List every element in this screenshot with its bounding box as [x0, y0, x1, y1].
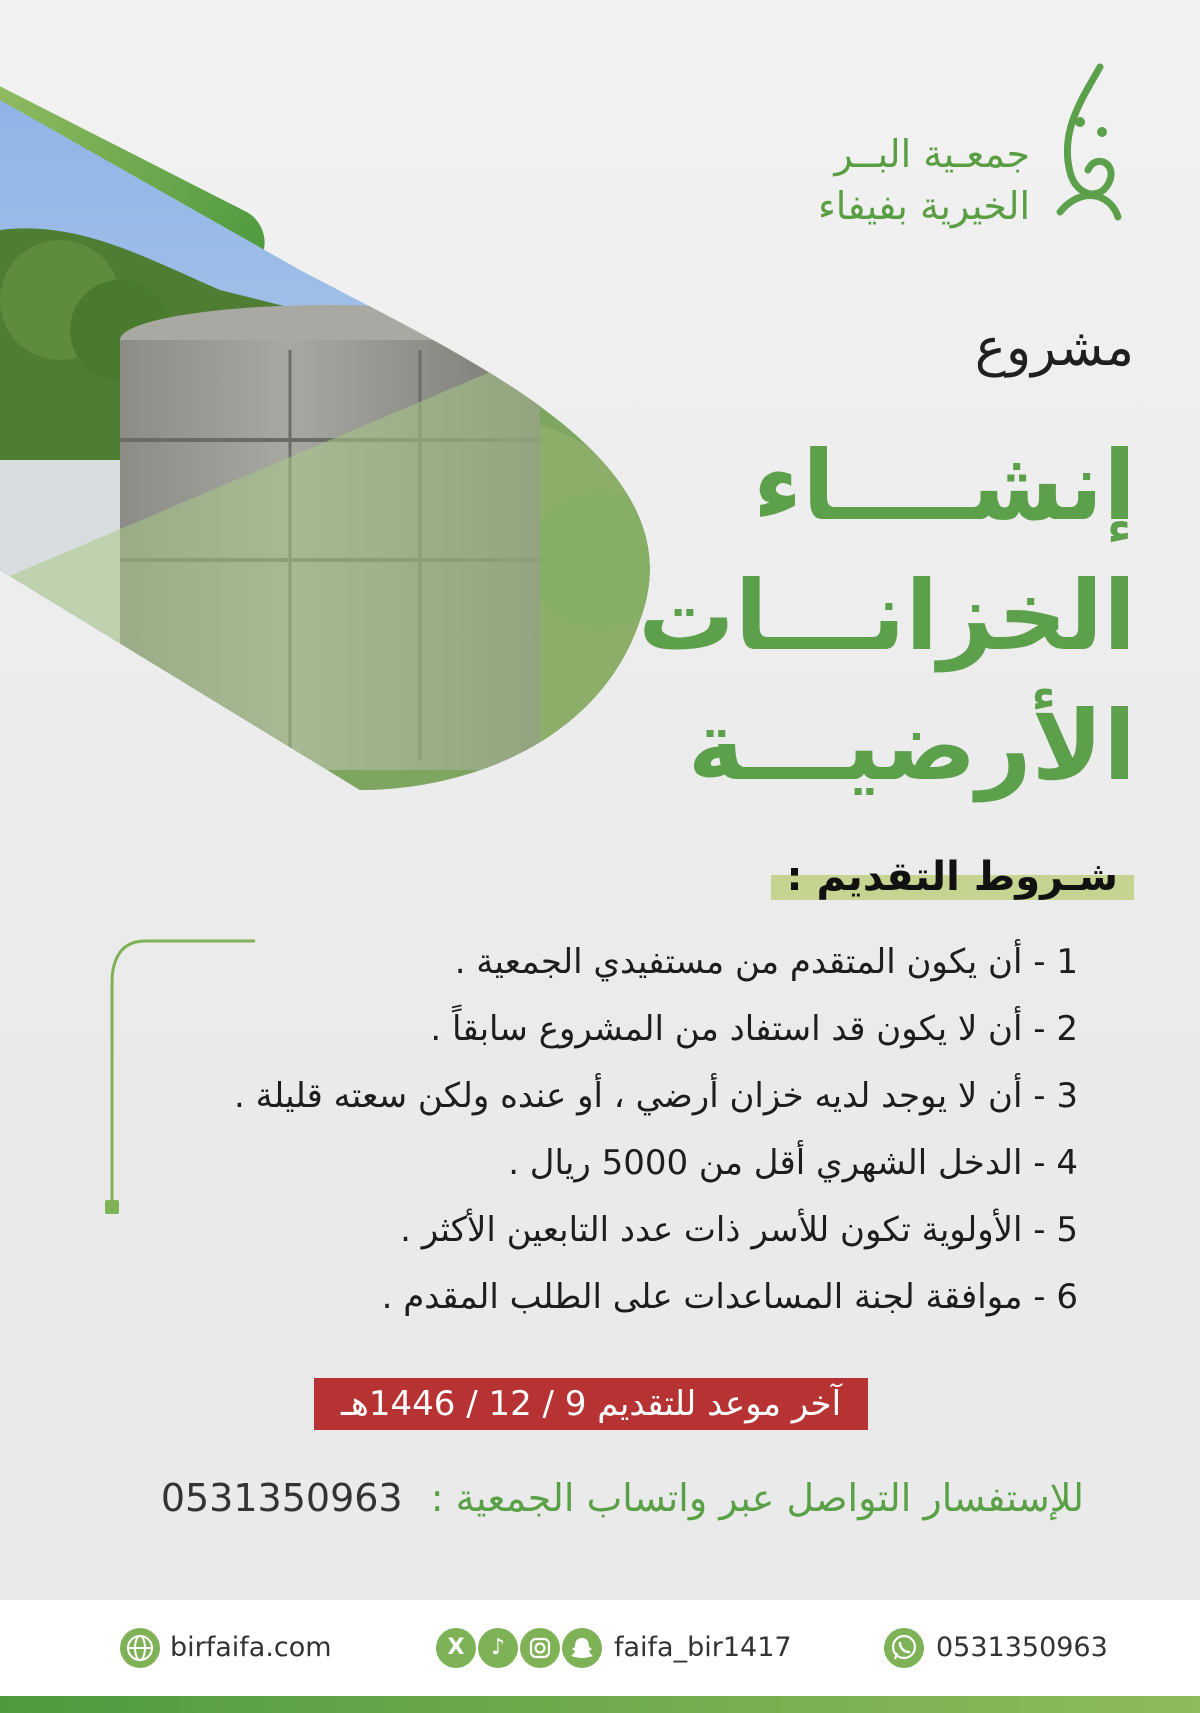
logo-calligraphy-icon — [1040, 62, 1130, 232]
condition-item: 5 - الأولوية تكون للأسر ذات عدد التابعين الأكثر . — [400, 1210, 1078, 1250]
conditions-heading: شـروط التقديم : — [771, 852, 1134, 900]
globe-icon — [120, 1628, 160, 1668]
condition-item: 3 - أن لا يوجد لديه خزان أرضي ، أو عنده ولكن سعته قليلة . — [234, 1076, 1078, 1116]
deadline-banner: آخر موعد للتقديم 9 / 12 / 1446هـ — [314, 1378, 868, 1430]
project-title-line-1: إنشــــاء — [752, 430, 1136, 542]
footer-strip — [0, 1696, 1200, 1713]
logo-text — [730, 128, 1030, 232]
tiktok-icon[interactable]: ♪ — [478, 1628, 518, 1668]
project-title-line-3: الأرضيـــة — [687, 690, 1136, 802]
decorative-line — [100, 938, 260, 1218]
footer-website-link[interactable]: birfaifa.com — [170, 1632, 332, 1663]
snapchat-icon[interactable] — [562, 1628, 602, 1668]
inquiry-phone[interactable]: 0531350963 — [160, 1476, 403, 1520]
conditions-list — [138, 938, 1078, 1340]
logo-line-1: جمعـية البــر — [834, 132, 1030, 176]
x-icon[interactable]: X — [436, 1628, 476, 1668]
logo-line-2: الخيرية بفيفاء — [817, 184, 1030, 228]
logo — [730, 62, 1130, 232]
footer-social-handle[interactable]: faifa_bir1417 — [614, 1632, 792, 1663]
condition-item: 6 - موافقة لجنة المساعدات على الطلب المقدم . — [381, 1277, 1078, 1317]
inquiry-line — [84, 1476, 1084, 1520]
footer — [0, 1600, 1200, 1696]
condition-item: 1 - أن يكون المتقدم من مستفيدي الجمعية . — [454, 942, 1078, 982]
project-label: مشروع — [974, 318, 1134, 378]
whatsapp-icon — [884, 1628, 924, 1668]
footer-phone[interactable]: 0531350963 — [936, 1632, 1108, 1663]
condition-item: 2 - أن لا يكون قد استفاد من المشروع سابقاً . — [430, 1009, 1078, 1049]
project-title-line-2: الخزانـــات — [638, 560, 1136, 672]
condition-item: 4 - الدخل الشهري أقل من 5000 ريال . — [508, 1143, 1078, 1183]
inquiry-label: للإستفسار التواصل عبر واتساب الجمعية : — [430, 1476, 1084, 1520]
instagram-icon[interactable] — [520, 1628, 560, 1668]
water-tank-photo — [0, 100, 660, 800]
